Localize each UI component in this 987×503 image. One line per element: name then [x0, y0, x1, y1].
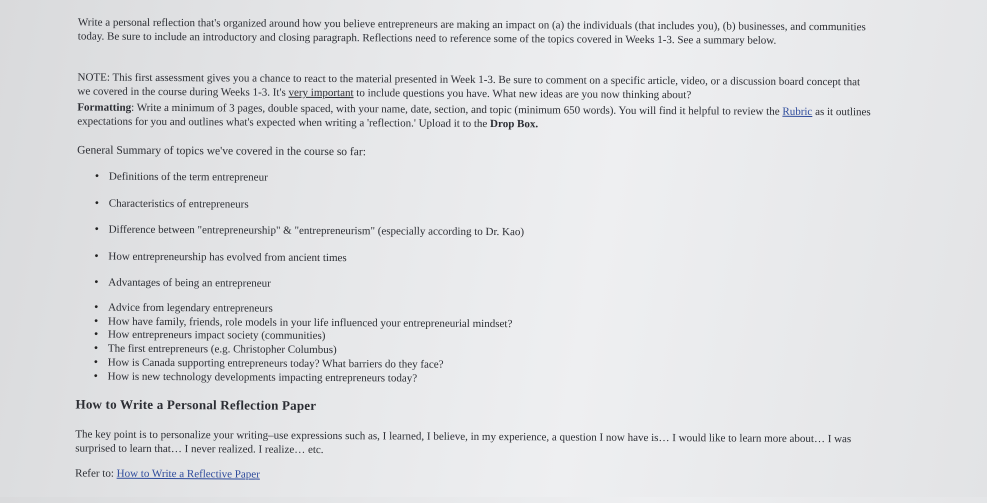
bullet-icon: •	[94, 313, 99, 328]
how-to-heading: How to Write a Personal Reflection Paper	[75, 396, 317, 413]
topic-text: Difference between "entrepreneurship" & "entrepreneurism" (especially according to Dr. Kao)	[108, 223, 525, 239]
summary-title: General Summary of topics we've covered in the course so far:	[77, 144, 366, 159]
topic-text: Definitions of the term entrepreneur	[108, 170, 268, 184]
topic-text: Characteristics of entrepreneurs	[108, 197, 249, 211]
list-item	[94, 249, 346, 266]
how-to-line-1: The key point is to personalize your writing–use expressions such as, I learned, I believe, in my experience, a question I now have is… I would like to learn more about… I was	[75, 428, 852, 446]
bullet-icon: •	[94, 274, 99, 289]
intro-paragraph	[78, 15, 958, 48]
list-item	[95, 222, 525, 240]
reflective-paper-link[interactable]: How to Write a Reflective Paper	[116, 467, 260, 481]
list-item	[95, 196, 249, 212]
note-line-2-start: we covered in the course during Weeks 1-3. It's	[77, 85, 289, 99]
how-to-line-2: surprised to learn that… I never realized. I realize… etc.	[75, 442, 324, 456]
topic-text: How is Canada supporting entrepreneurs today? What barriers do they face?	[107, 356, 444, 371]
bullet-icon: •	[94, 168, 100, 183]
formatting-label: Formatting	[77, 101, 132, 114]
note-paragraph	[77, 70, 957, 103]
topic-text: Advantages of being an entrepreneur	[108, 276, 271, 290]
intro-line-1: Write a personal reflection that's organized around how you believe entrepreneurs are making an impact on (a) the individuals (that includes you), (b) businesses, and communities	[77, 16, 866, 34]
rubric-link[interactable]: Rubric	[782, 105, 813, 118]
bullet-icon: •	[93, 368, 98, 383]
drop-box-label: Drop Box.	[490, 117, 539, 131]
list-item	[95, 169, 268, 185]
bullet-icon: •	[94, 221, 99, 236]
bullet-icon: •	[94, 195, 100, 210]
bullet-icon: •	[93, 354, 99, 369]
topic-text: Advice from legendary entrepreneurs	[108, 301, 273, 315]
bullet-icon: •	[93, 326, 99, 341]
topic-text: How entrepreneurs impact society (communities)	[107, 328, 326, 342]
formatting-text-end: as it outlines	[812, 105, 871, 119]
refer-label: Refer to:	[75, 467, 117, 480]
refer-line	[75, 466, 955, 485]
topic-text: How is new technology developments impacting entrepreneurs today?	[107, 370, 418, 385]
topic-text: How have family, friends, role models in your life influenced your entrepreneurial mindset?	[108, 315, 513, 331]
topic-text: How entrepreneurship has evolved from ancient times	[108, 250, 347, 265]
note-emphasis: very important	[288, 86, 354, 100]
formatting-line-2-text: expectations for you and outlines what's expected when writing a 'reflection.' Upload it to the	[77, 115, 491, 130]
how-to-paragraph	[75, 427, 955, 460]
topic-text: The first entrepreneurs (e.g. Christopher Columbus)	[107, 342, 337, 357]
formatting-text: : Write a minimum of 3 pages, double spaced, with your name, date, section, and topic (minimum 650 words). You will find it helpful to review the	[131, 101, 783, 118]
note-line-1: NOTE: This first assessment gives you a chance to react to the material presented in Week 1-3. Be sure to comment on a specific article, video, or a discussion board concept that	[77, 71, 861, 89]
note-line-2-end: to include questions you have. What new ideas are you now thinking about?	[353, 87, 692, 102]
intro-line-2: today. Be sure to include an introductory and closing paragraph. Reflections need to reference some of the topics covered in Weeks 1-3. See a summary below.	[77, 30, 777, 47]
list-item	[94, 275, 271, 291]
bullet-icon: •	[94, 299, 99, 314]
list-item	[94, 369, 418, 386]
formatting-paragraph	[77, 100, 957, 133]
bullet-icon: •	[93, 340, 99, 355]
bullet-icon: •	[94, 248, 99, 263]
